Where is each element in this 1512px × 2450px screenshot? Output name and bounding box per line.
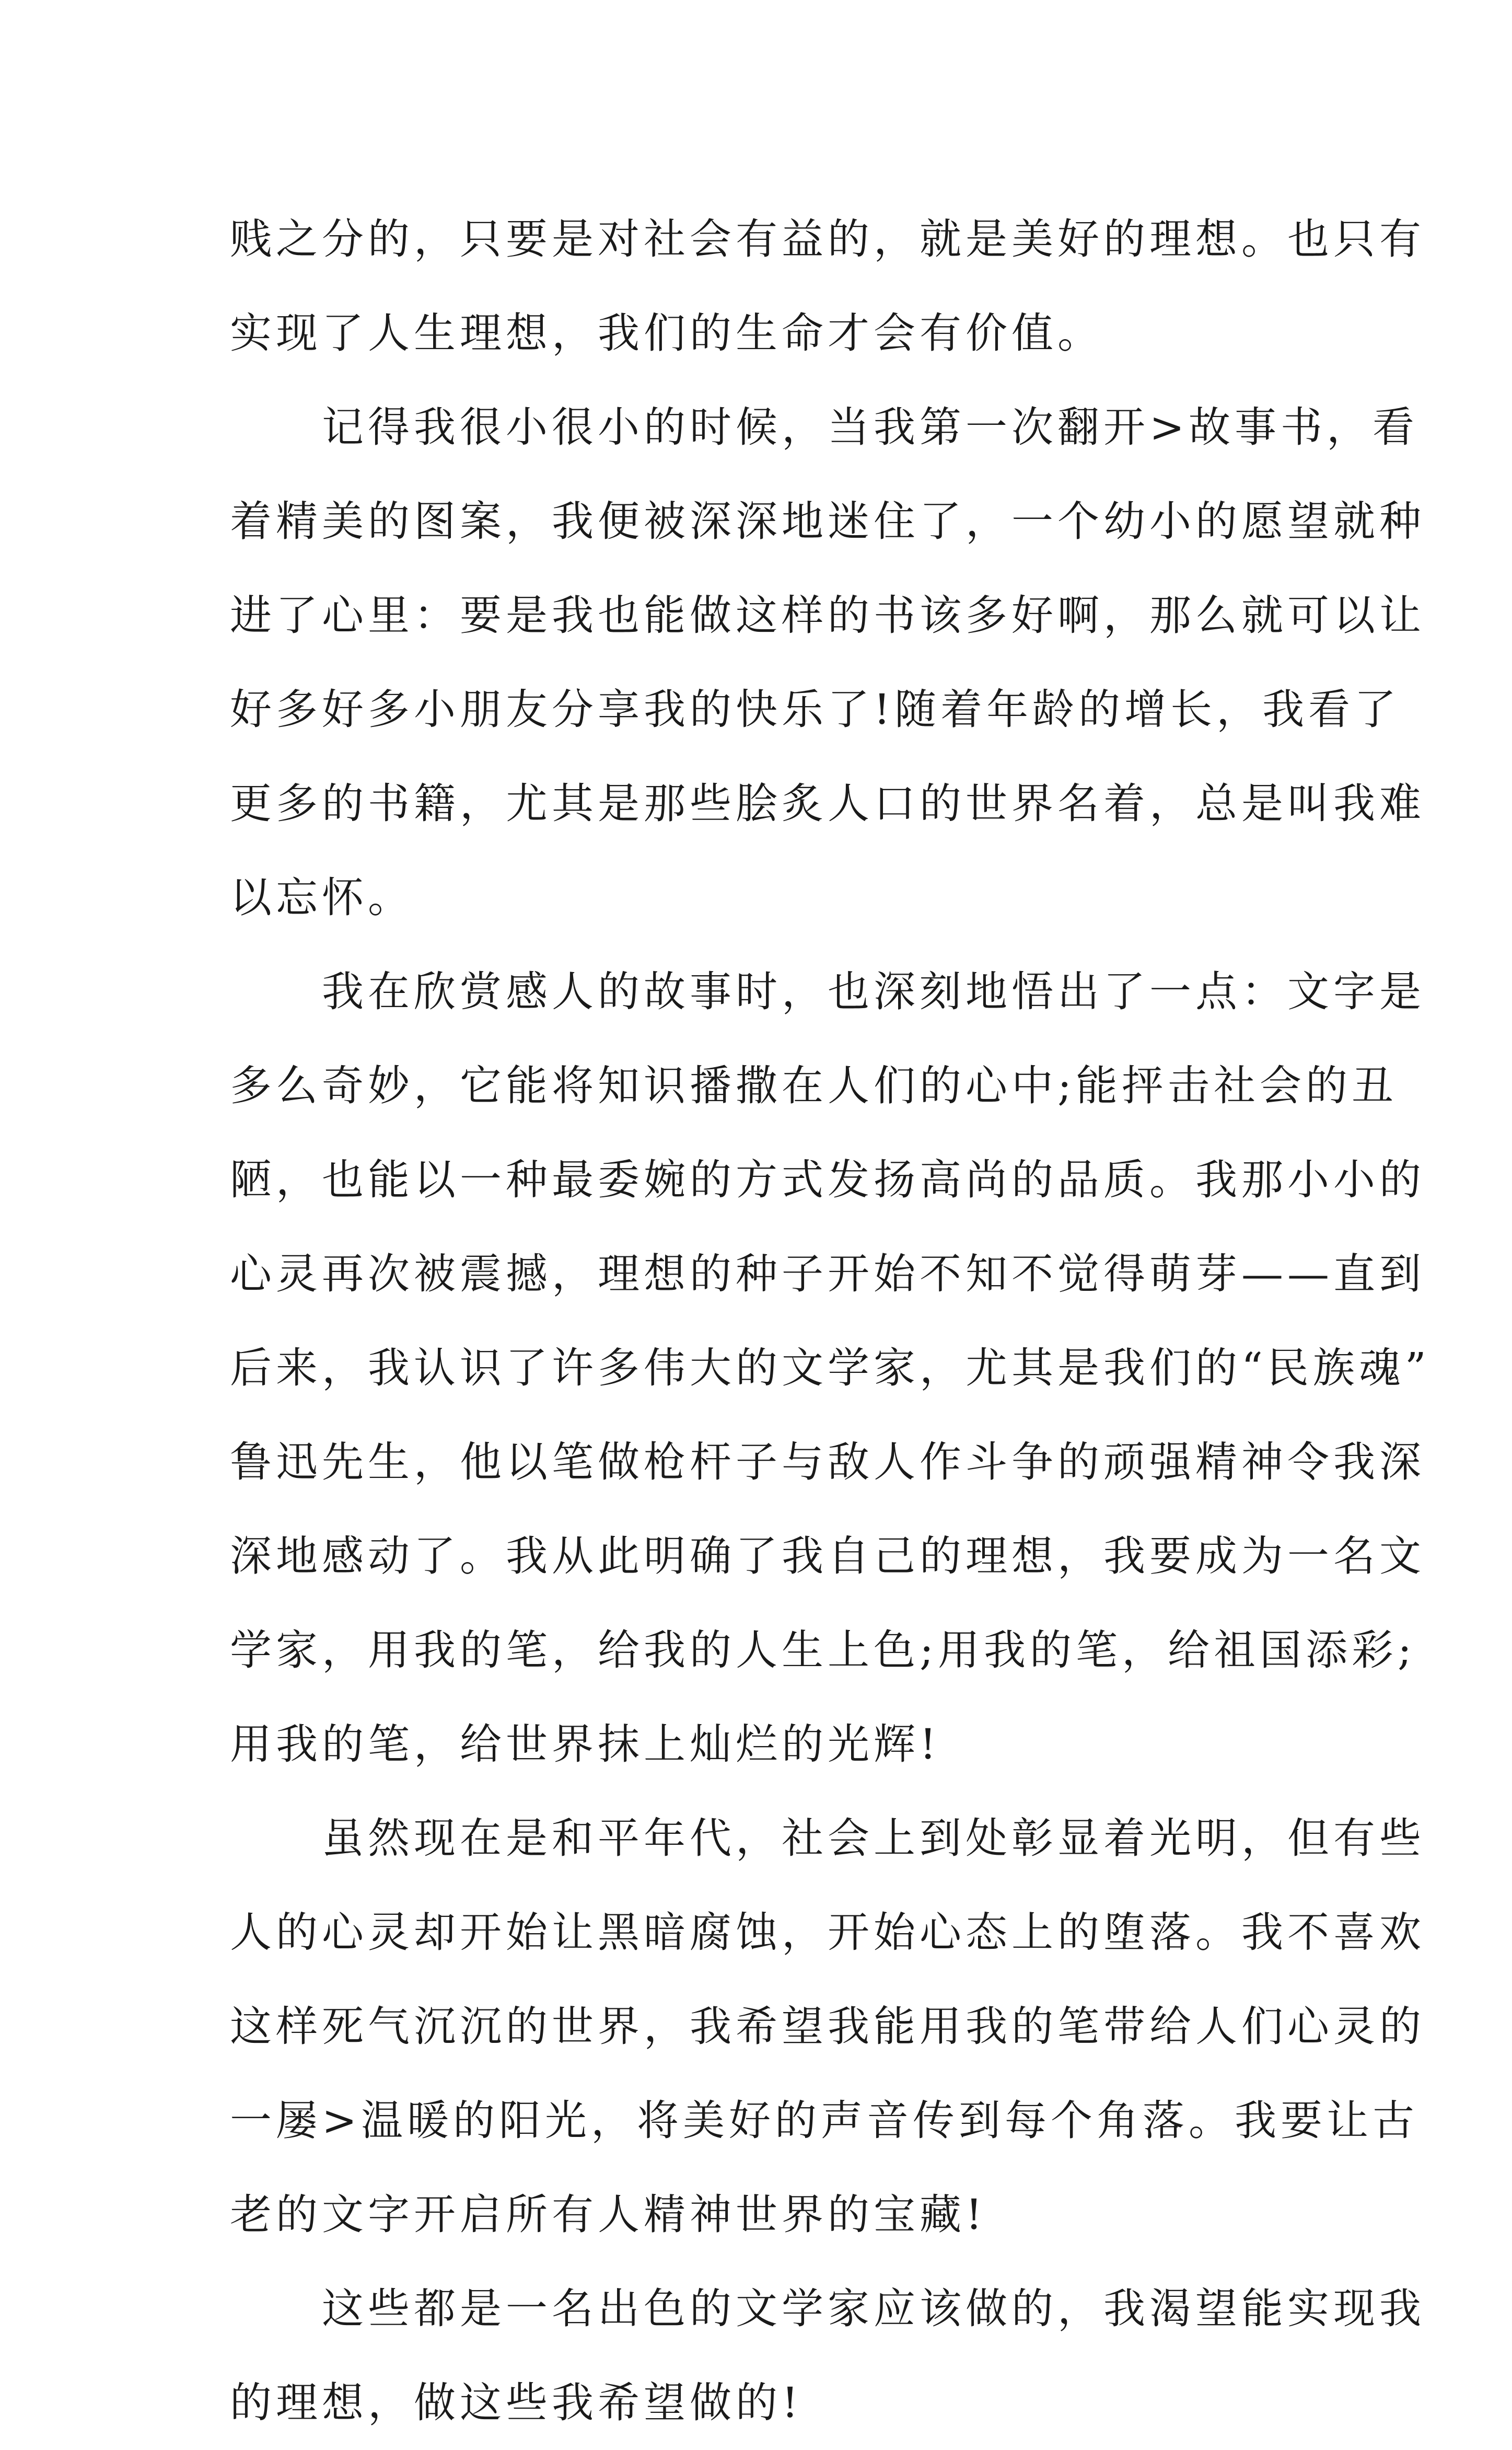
text-line: 一屡>温暖的阳光，将美好的声音传到每个角落。我要让古 — [230, 2096, 1419, 2145]
text-line: 好多好多小朋友分享我的快乐了!随着年龄的增长，我看了 — [230, 685, 1401, 734]
text-line: 以忘怀。 — [230, 873, 414, 922]
text-line: 心灵再次被震撼，理想的种子开始不知不觉得萌芽——直到 — [230, 1250, 1425, 1298]
text-line: 鲁迅先生，他以笔做枪杆子与敌人作斗争的顽强精神令我深 — [230, 1438, 1425, 1486]
text-line: 人的心灵却开始让黑暗腐蚀，开始心态上的堕落。我不喜欢 — [230, 1908, 1425, 1957]
text-line: 着精美的图案，我便被深深地迷住了，一个幼小的愿望就种 — [230, 497, 1425, 546]
text-line: 虽然现在是和平年代，社会上到处彰显着光明，但有些 — [230, 1814, 1425, 1863]
text-line: 后来，我认识了许多伟大的文学家，尤其是我们的“民族魂” — [230, 1344, 1430, 1392]
text-line: 用我的笔，给世界抹上灿烂的光辉! — [230, 1720, 941, 1769]
text-line: 更多的书籍，尤其是那些脍炙人口的世界名着，总是叫我难 — [230, 779, 1425, 828]
text-line: 进了心里：要是我也能做这样的书该多好啊，那么就可以让 — [230, 591, 1425, 640]
text-line: 这样死气沉沉的世界，我希望我能用我的笔带给人们心灵的 — [230, 2002, 1425, 2051]
text-line: 我在欣赏感人的故事时，也深刻地悟出了一点：文字是 — [230, 967, 1425, 1016]
text-line: 记得我很小很小的时候，当我第一次翻开>故事书，看 — [230, 403, 1419, 452]
text-line: 实现了人生理想，我们的生命才会有价值。 — [230, 309, 1103, 357]
text-line: 学家，用我的笔，给我的人生上色;用我的笔，给祖国添彩; — [230, 1626, 1416, 1674]
body-text — [230, 192, 1430, 2450]
text-line: 的理想，做这些我希望做的! — [230, 2378, 803, 2427]
text-line: 老的文字开启所有人精神世界的宝藏! — [230, 2190, 987, 2239]
text-line: 这些都是一名出色的文学家应该做的，我渴望能实现我 — [230, 2284, 1425, 2333]
text-line: 深地感动了。我从此明确了我自己的理想，我要成为一名文 — [230, 1532, 1425, 1580]
text-line: 贱之分的，只要是对社会有益的，就是美好的理想。也只有 — [230, 215, 1425, 263]
text-line: 陋，也能以一种最委婉的方式发扬高尚的品质。我那小小的 — [230, 1155, 1425, 1204]
text-line: 多么奇妙，它能将知识播撒在人们的心中;能抨击社会的丑 — [230, 1061, 1398, 1110]
